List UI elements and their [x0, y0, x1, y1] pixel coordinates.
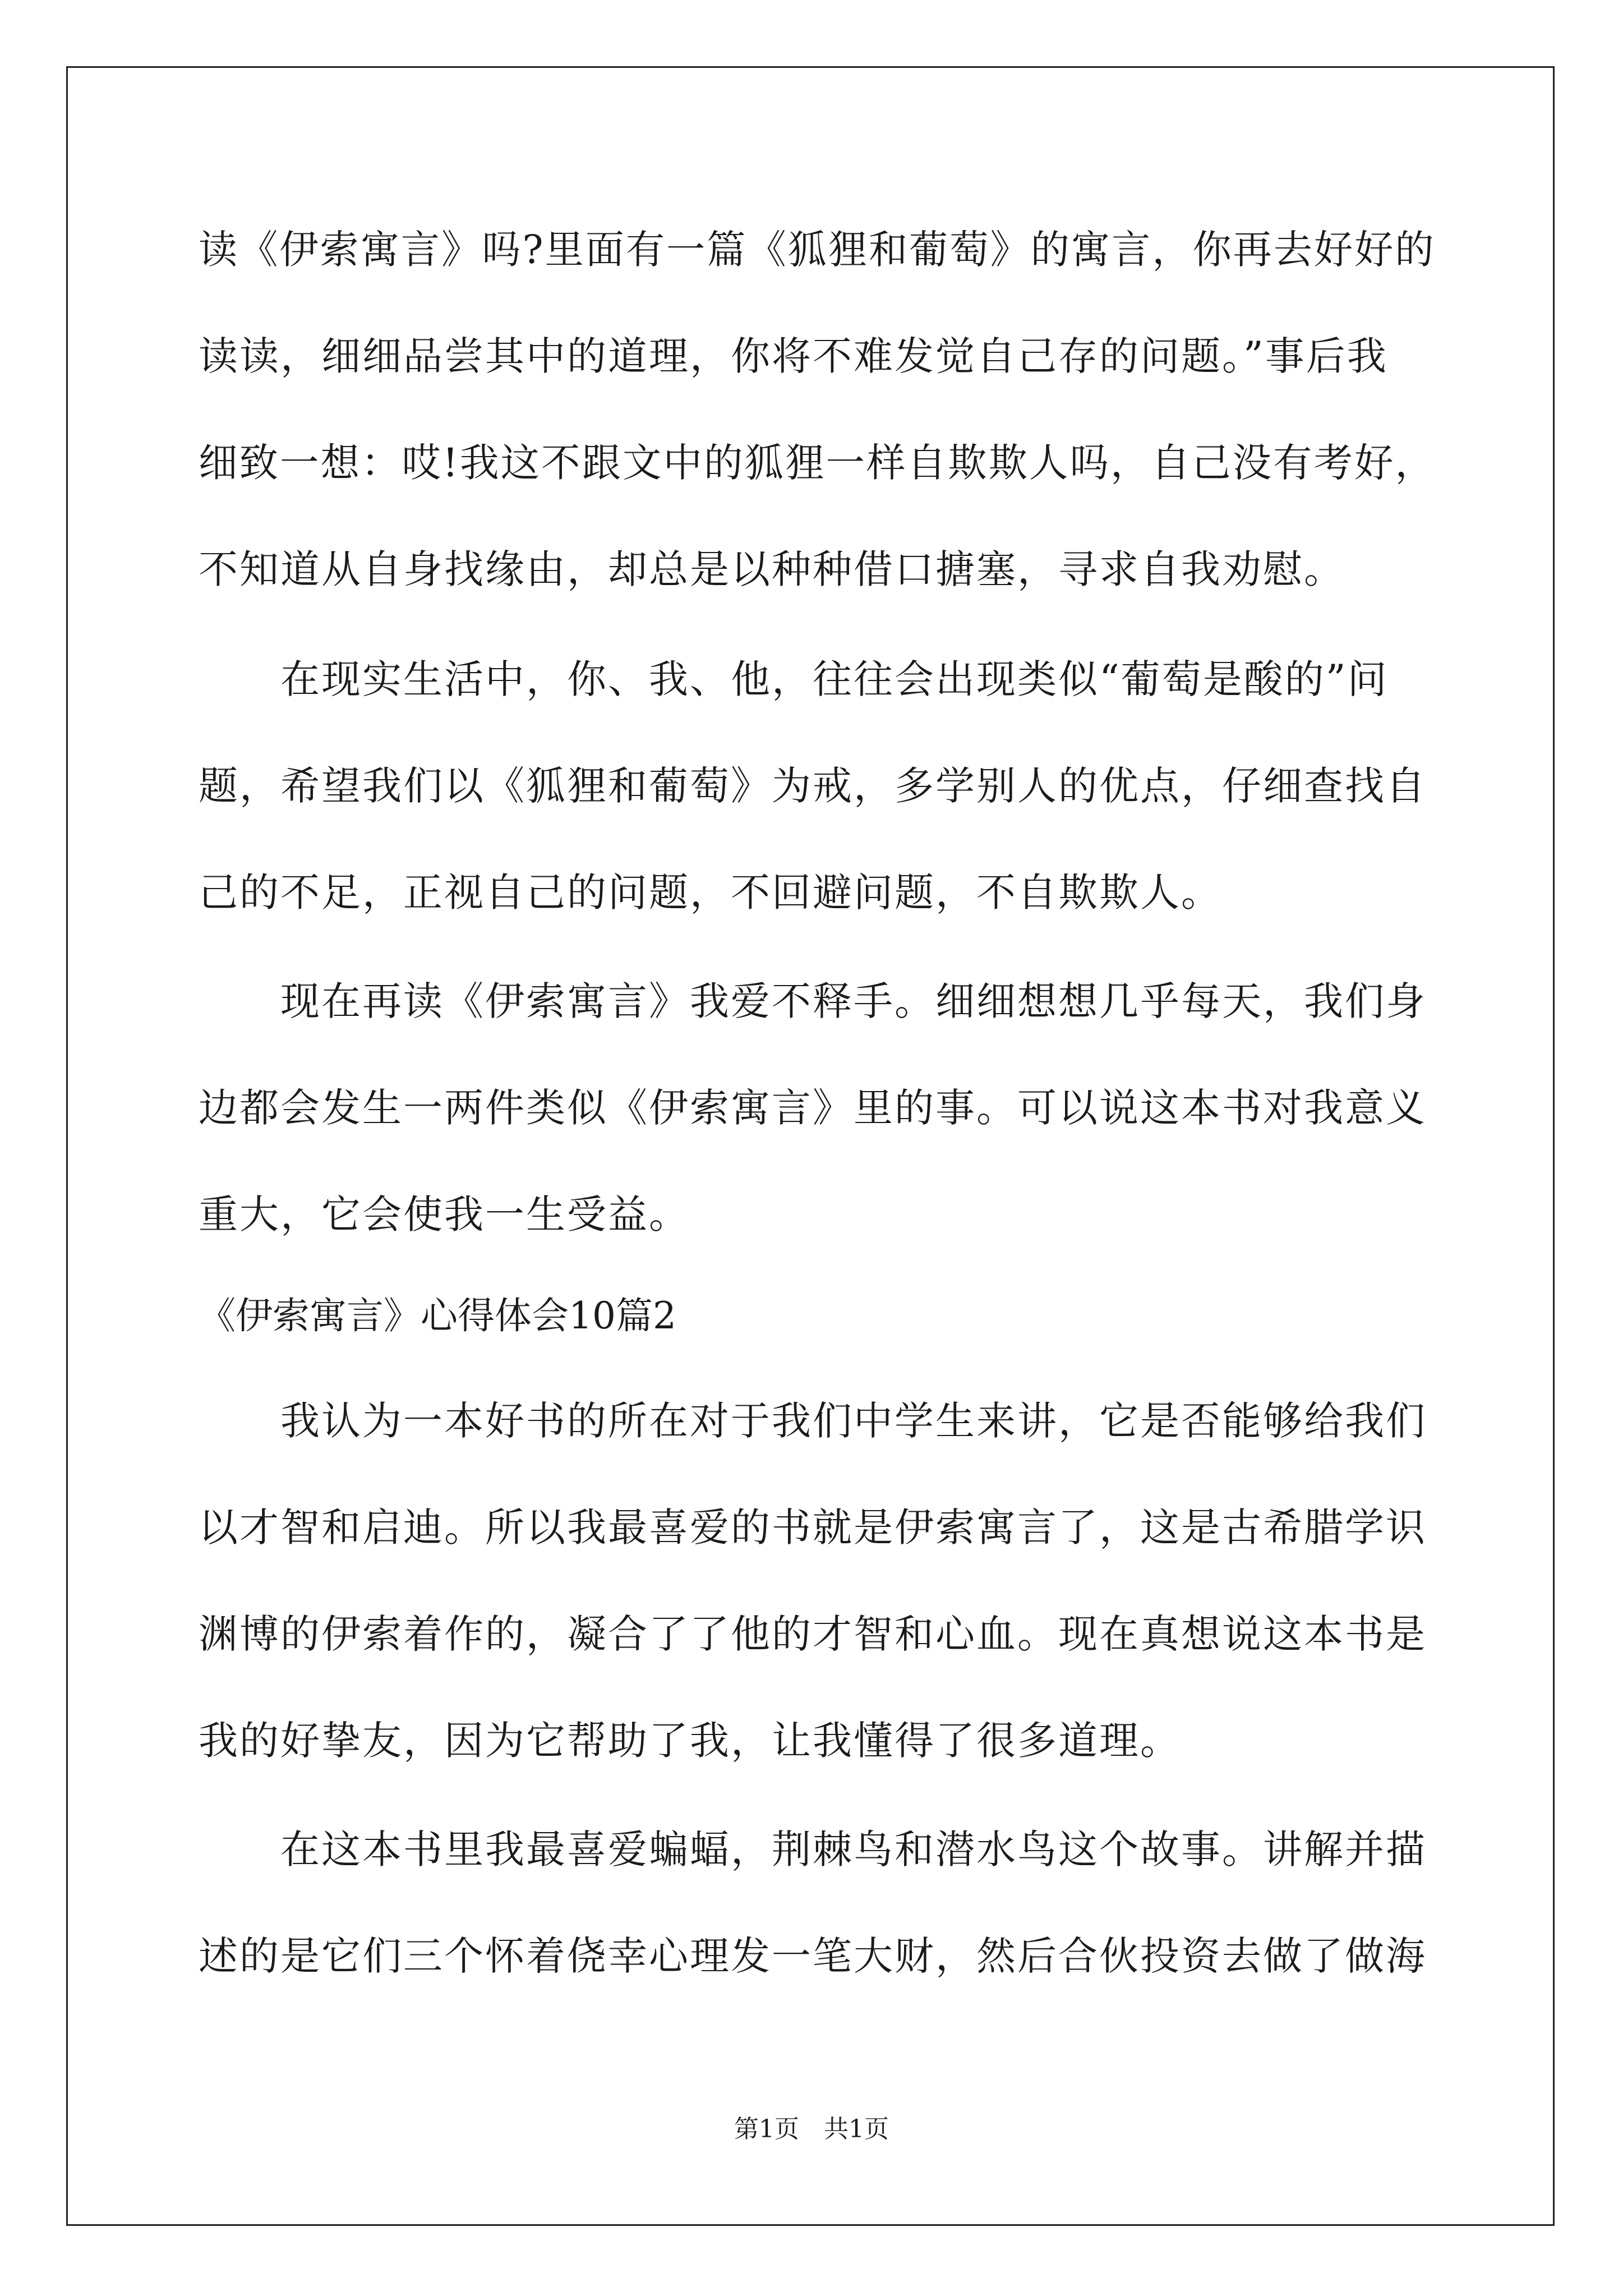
text-line-9: 边都会发生一两件类似《伊索寓言》里的事。可以说这本书对我意义 [199, 1085, 1427, 1131]
page-footer [0, 2113, 1623, 2146]
text-line-13: 渊博的伊索着作的，凝合了了他的才智和心血。现在真想说这本书是 [199, 1611, 1427, 1657]
text-line-8: 现在再读《伊索寓言》我爱不释手。细细想想几乎每天，我们身 [280, 978, 1427, 1024]
text-line-5: 在现实生活中，你、我、他，往往会出现类似“葡萄是酸的”问 [280, 656, 1389, 702]
text-line-7: 己的不足，正视自己的问题，不回避问题，不自欺欺人。 [199, 869, 1222, 915]
text-line-14: 我的好挚友，因为它帮助了我，让我懂得了很多道理。 [199, 1718, 1181, 1764]
section-heading: 《伊索寓言》心得体会10篇2 [199, 1294, 676, 1337]
text-line-12: 以才智和启迪。所以我最喜爱的书就是伊索寓言了，这是古希腊学识 [199, 1504, 1427, 1550]
text-line-3: 细致一想：哎!我这不跟文中的狐狸一样自欺欺人吗，自己没有考好， [199, 440, 1436, 486]
text-line-4: 不知道从自身找缘由，却总是以种种借口搪塞，寻求自我劝慰。 [199, 546, 1345, 592]
text-line-6: 题，希望我们以《狐狸和葡萄》为戒，多学别人的优点，仔细查找自 [199, 763, 1427, 809]
text-line-15: 在这本书里我最喜爱蝙蝠，荆棘鸟和潜水鸟这个故事。讲解并描 [280, 1826, 1427, 1872]
text-line-1: 读《伊索寓言》吗?里面有一篇《狐狸和葡萄》的寓言，你再去好好的 [199, 227, 1436, 273]
page-current: 第1页 [734, 2115, 799, 2143]
text-line-2: 读读，细细品尝其中的道理，你将不难发觉自己存的问题。”事后我 [199, 333, 1388, 379]
text-line-10: 重大，它会使我一生受益。 [199, 1191, 690, 1237]
text-line-16: 述的是它们三个怀着侥幸心理发一笔大财，然后合伙投资去做了做海 [199, 1933, 1427, 1979]
page-total: 共1页 [824, 2115, 889, 2143]
text-line-11: 我认为一本好书的所在对于我们中学生来讲，它是否能够给我们 [280, 1398, 1427, 1444]
page-border [66, 66, 1555, 2226]
